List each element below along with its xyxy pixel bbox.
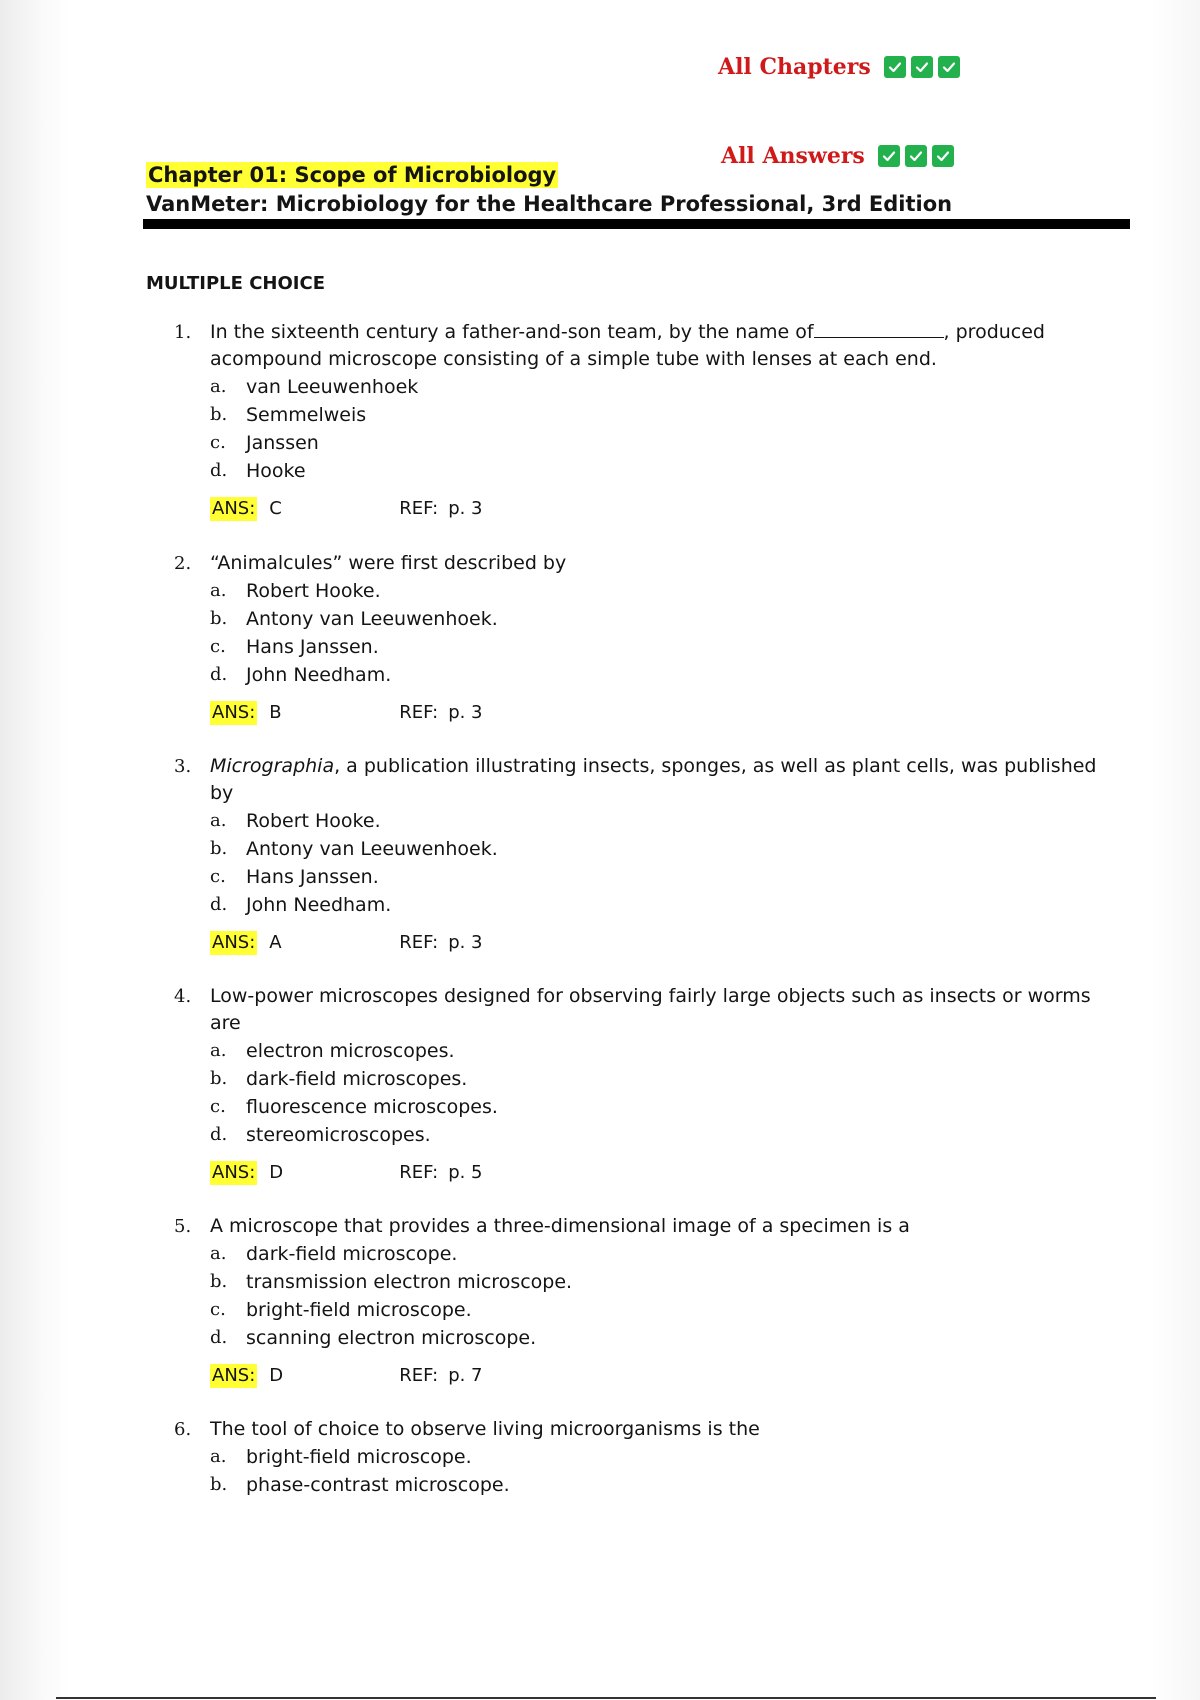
choice-text: stereomicroscopes. (246, 1124, 431, 1146)
choice-item (210, 863, 1104, 891)
question-text: Low-power microscopes designed for observing fairly large objects such as insects or worms are (210, 985, 1091, 1034)
choice-item (210, 1443, 1104, 1471)
ref-value: p. 7 (448, 1365, 483, 1386)
ans-value: A (269, 932, 282, 953)
choice-item (210, 605, 1104, 633)
choice-text: dark-field microscope. (246, 1243, 458, 1265)
choice-text: Robert Hooke. (246, 580, 381, 602)
choice-text: John Needham. (246, 894, 392, 916)
ans-value: C (269, 498, 282, 519)
choice-letter: a. (210, 1243, 227, 1264)
choice-letter: c. (210, 1299, 226, 1320)
choice-item (210, 373, 1104, 401)
answer-row (210, 931, 1104, 955)
ans-label: ANS: (212, 1162, 256, 1183)
question-number: 3. (174, 756, 192, 777)
choice-letter: a. (210, 376, 227, 397)
choice-letter: d. (210, 1124, 228, 1145)
choice-text: scanning electron microscope. (246, 1327, 537, 1349)
ref-label: REF: (399, 498, 439, 519)
choice-text: Janssen (246, 432, 319, 454)
check-mark-icon (932, 145, 954, 167)
ref-value: p. 3 (448, 932, 483, 953)
choice-text: Hans Janssen. (246, 866, 379, 888)
question-text: A microscope that provides a three-dimensional image of a specimen is a (210, 1215, 910, 1237)
all-answers-badge (721, 143, 954, 169)
choice-letter: b. (210, 1474, 228, 1495)
answer-blank (814, 319, 944, 338)
choice-item (210, 835, 1104, 863)
page-bottom-rule (56, 1697, 1156, 1699)
choice-text: transmission electron microscope. (246, 1271, 573, 1293)
answer-row (210, 1161, 1104, 1185)
choice-letter: c. (210, 636, 226, 657)
choice-text: electron microscopes. (246, 1040, 455, 1062)
choice-text: Hooke (246, 460, 306, 482)
choice-item (210, 1324, 1104, 1352)
choice-letter: b. (210, 608, 228, 629)
choice-text: dark-field microscopes. (246, 1068, 468, 1090)
question-number: 2. (174, 553, 192, 574)
all-answers-label: All Answers (721, 143, 865, 169)
choice-item (210, 633, 1104, 661)
choice-letter: c. (210, 866, 226, 887)
check-mark-icon (938, 56, 960, 78)
choice-text: Hans Janssen. (246, 636, 379, 658)
ref-label: REF: (399, 1162, 439, 1183)
ans-value: D (269, 1162, 284, 1183)
answer-row (210, 497, 1104, 521)
question-text-part: In the sixteenth century a father-and-son team, by the name of (210, 321, 814, 343)
choice-letter: a. (210, 1040, 227, 1061)
check-mark-icon (878, 145, 900, 167)
question-text (210, 319, 1104, 373)
choice-item (210, 1240, 1104, 1268)
choice-item (210, 457, 1104, 485)
choice-letter: d. (210, 460, 228, 481)
answer-row (210, 1364, 1104, 1388)
question-text (210, 753, 1104, 807)
choice-text: phase-contrast microscope. (246, 1474, 510, 1496)
question-1 (174, 319, 1104, 521)
ans-label: ANS: (212, 1365, 256, 1386)
ref-value: p. 3 (448, 702, 483, 723)
choice-text: John Needham. (246, 664, 392, 686)
question-2 (174, 550, 1104, 725)
question-number: 4. (174, 986, 192, 1007)
choice-letter: c. (210, 432, 226, 453)
ans-value: D (269, 1365, 284, 1386)
ref-label: REF: (399, 932, 439, 953)
choice-letter: c. (210, 1096, 226, 1117)
check-mark-icon (905, 145, 927, 167)
choice-letter: b. (210, 838, 228, 859)
choice-letter: d. (210, 1327, 228, 1348)
choice-list (210, 373, 1104, 485)
choice-item (210, 1268, 1104, 1296)
choice-letter: b. (210, 1068, 228, 1089)
ref-label: REF: (399, 1365, 439, 1386)
choice-letter: d. (210, 894, 228, 915)
choice-letter: b. (210, 404, 228, 425)
question-5 (174, 1213, 1104, 1388)
choice-item (210, 1296, 1104, 1324)
publication-title: Micrographia (210, 755, 335, 777)
choice-text: Robert Hooke. (246, 810, 381, 832)
question-text: “Animalcules” were first described by (210, 552, 567, 574)
choice-item (210, 1471, 1104, 1499)
all-chapters-badge (718, 54, 960, 80)
question-text: The tool of choice to observe living microorganisms is the (210, 1418, 760, 1440)
choice-item (210, 1065, 1104, 1093)
choice-item (210, 891, 1104, 919)
choice-letter: b. (210, 1271, 228, 1292)
question-number: 1. (174, 322, 192, 343)
check-mark-icon (884, 56, 906, 78)
choice-letter: a. (210, 1446, 227, 1467)
ref-label: REF: (399, 702, 439, 723)
question-number: 6. (174, 1419, 192, 1440)
all-chapters-label: All Chapters (718, 54, 871, 80)
chapter-title: Chapter 01: Scope of Microbiology (148, 163, 557, 187)
choice-list (210, 807, 1104, 919)
question-text-part: , a publication illustrating insects, sponges, as well as plant cells, was published by (210, 755, 1097, 804)
choice-item (210, 429, 1104, 457)
choice-list (210, 577, 1104, 689)
ref-value: p. 5 (448, 1162, 483, 1183)
ans-label: ANS: (212, 702, 256, 723)
choice-text: bright-field microscope. (246, 1299, 472, 1321)
choice-text: fluorescence microscopes. (246, 1096, 498, 1118)
choice-text: Antony van Leeuwenhoek. (246, 608, 498, 630)
ans-label: ANS: (212, 932, 256, 953)
question-6 (174, 1416, 1104, 1499)
choice-item (210, 1093, 1104, 1121)
choice-item (210, 401, 1104, 429)
choice-list (210, 1443, 1104, 1499)
choice-text: Semmelweis (246, 404, 367, 426)
ref-value: p. 3 (448, 498, 483, 519)
ans-value: B (269, 702, 282, 723)
answer-row (210, 701, 1104, 725)
choice-letter: d. (210, 664, 228, 685)
choice-item (210, 1037, 1104, 1065)
choice-letter: a. (210, 810, 227, 831)
choice-item (210, 807, 1104, 835)
question-3 (174, 753, 1104, 955)
choice-item (210, 577, 1104, 605)
question-text-part: , produced acompound microscope consisting of a simple tube with lenses at each end. (210, 321, 1045, 370)
header-divider (143, 219, 1130, 229)
ans-label: ANS: (212, 498, 256, 519)
choice-text: bright-field microscope. (246, 1446, 472, 1468)
check-mark-icon (911, 56, 933, 78)
question-number: 5. (174, 1216, 192, 1237)
section-heading: MULTIPLE CHOICE (146, 273, 325, 294)
choice-list (210, 1240, 1104, 1352)
choice-item (210, 1121, 1104, 1149)
choice-text: Antony van Leeuwenhoek. (246, 838, 498, 860)
choice-item (210, 661, 1104, 689)
question-4 (174, 983, 1104, 1185)
choice-list (210, 1037, 1104, 1149)
book-title: VanMeter: Microbiology for the Healthcare Professional, 3rd Edition (146, 192, 953, 216)
choice-text: van Leeuwenhoek (246, 376, 419, 398)
choice-letter: a. (210, 580, 227, 601)
